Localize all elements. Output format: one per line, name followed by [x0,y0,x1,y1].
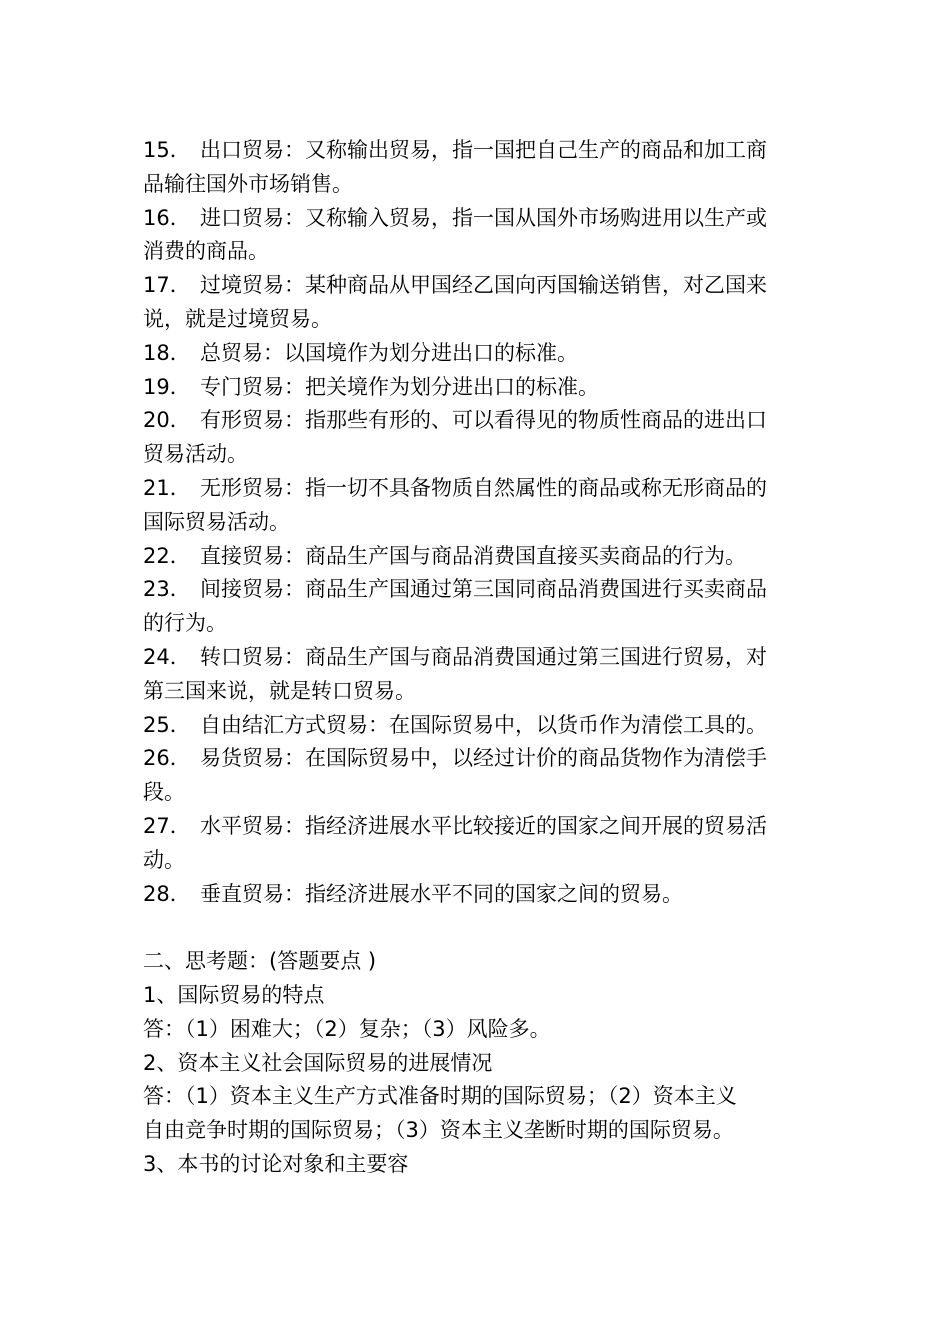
answer-text: 答：（1）困难大；（2）复杂；（3）风险多。 [143,1016,551,1041]
item-number: 18． [143,340,191,365]
item-number: 21． [143,475,191,500]
definition-item [143,573,813,641]
definition-text: 间接贸易：商品生产国通过第三国同商品消费国进行买卖商品 [200,577,767,602]
definition-item [143,540,813,574]
definition-item [143,134,813,202]
definition-text: 国际贸易活动。 [143,509,290,534]
item-number: 15． [143,138,191,162]
discussion-section [143,945,813,1182]
section-heading: 二、思考题：(答题要点 ) [143,949,377,974]
question-item [143,1148,813,1182]
blank-line [143,911,813,945]
item-number: 28． [143,881,191,906]
definition-item [143,641,813,709]
definition-text: 转口贸易：商品生产国与商品消费国通过第三国进行贸易，对 [200,644,767,669]
definition-text: 说，就是过境贸易。 [143,306,332,331]
item-number: 19． [143,374,191,399]
definition-text: 的行为。 [143,611,227,636]
answer-text: 答：（1）资本主义生产方式准备时期的国际贸易；（2）资本主义 [143,1084,737,1109]
definition-text: 品输往国外市场销售。 [143,171,353,196]
definition-text: 出口贸易：又称输出贸易，指一国把自己生产的商品和加工商 [200,138,767,162]
definition-item [143,472,813,540]
question-text: 3、本书的讨论对象和主要容 [143,1151,409,1176]
definition-item [143,878,813,912]
definition-text: 水平贸易：指经济进展水平比较接近的国家之间开展的贸易活 [200,813,767,838]
question-item [143,979,813,1047]
definition-item [143,742,813,810]
question-text: 1、国际贸易的特点 [143,982,325,1007]
definition-text: 过境贸易：某种商品从甲国经乙国向丙国输送销售，对乙国来 [200,273,767,298]
definition-text: 进口贸易：又称输入贸易，指一国从国外市场购进用以生产或 [200,205,767,230]
definition-text: 动。 [143,847,185,872]
answer-text: 自由竞争时期的国际贸易；（3）资本主义垄断时期的国际贸易。 [143,1118,734,1143]
definition-text: 第三国来说，就是转口贸易。 [143,678,416,703]
definition-item [143,404,813,472]
item-number: 24． [143,644,191,669]
question-item [143,1047,813,1148]
definition-text: 垂直贸易：指经济进展水平不同的国家之间的贸易。 [200,881,683,906]
item-number: 25． [143,712,191,737]
question-text: 2、资本主义社会国际贸易的进展情况 [143,1050,493,1075]
definition-item [143,202,813,270]
definition-text: 贸易活动。 [143,442,248,467]
definition-text: 易货贸易：在国际贸易中，以经过计价的商品货物作为清偿手 [200,746,767,771]
definition-text: 有形贸易：指那些有形的、可以看得见的物质性商品的进出口 [200,408,767,433]
item-number: 20． [143,408,191,433]
definition-item [143,810,813,878]
item-number: 26． [143,746,191,771]
item-number: 16． [143,205,191,230]
definition-item [143,337,813,371]
definition-item [143,269,813,337]
definition-text: 无形贸易：指一切不具备物质自然属性的商品或称无形商品的 [200,475,767,500]
item-number: 27． [143,813,191,838]
definition-item [143,709,813,743]
definition-text: 直接贸易：商品生产国与商品消费国直接买卖商品的行为。 [200,543,746,568]
item-number: 23． [143,577,191,602]
definition-text: 自由结汇方式贸易：在国际贸易中，以货币作为清偿工具的。 [200,712,767,737]
item-number: 17． [143,273,191,298]
document-page [143,134,813,1182]
definitions-list [143,134,813,911]
definition-text: 专门贸易：把关境作为划分进出口的标准。 [200,374,599,399]
definition-text: 段。 [143,780,185,805]
definition-text: 消费的商品。 [143,239,269,264]
definition-text: 总贸易：以国境作为划分进出口的标准。 [200,340,578,365]
item-number: 22． [143,543,191,568]
definition-item [143,371,813,405]
